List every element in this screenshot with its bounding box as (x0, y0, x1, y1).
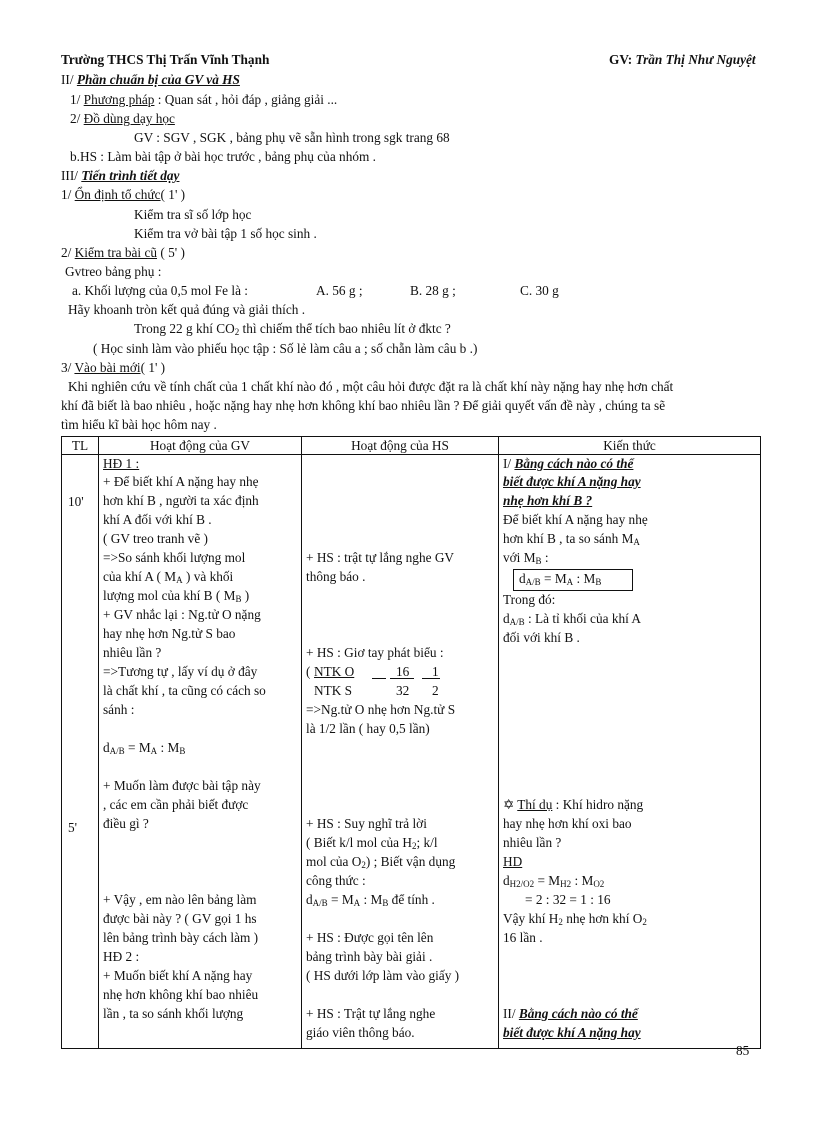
kt-sub: 2 (642, 917, 647, 927)
section-3-num: III/ (61, 168, 82, 183)
kt-sub: 2 (558, 917, 563, 927)
kt-line: hay nhẹ hơn khí oxi bao (503, 816, 632, 831)
teacher-prefix: GV: (609, 52, 636, 67)
step-2-num: 2/ (61, 245, 75, 260)
method-text: : Quan sát , hỏi đáp , giảng giải ... (157, 92, 338, 107)
tl-5: 5' (68, 820, 78, 835)
gv-line: + Để biết khí A nặng hay nhẹ (103, 474, 259, 489)
hs-line: thông báo . (306, 569, 366, 584)
teacher-name: Trần Thị Như Nguyệt (635, 52, 756, 67)
question-b-text-1: Trong 22 g khí CO (134, 321, 235, 336)
step-2-heading (61, 245, 185, 261)
gv-line: khí A đối với khí B . (103, 512, 212, 527)
hs-sub: A/B (312, 898, 328, 908)
kt-sub: B (595, 577, 602, 587)
star-icon: ✡ (503, 797, 515, 812)
gv-line: lần , ta so sánh khối lượng (103, 1006, 244, 1021)
step-2-time: ( 5' ) (157, 245, 185, 260)
gv-text: = M (124, 740, 151, 755)
kt-sub: A (633, 537, 640, 547)
hs-text: d (306, 892, 313, 907)
kt-text: : Là tỉ khối của khí A (524, 611, 641, 626)
kt-boxed-formula (519, 571, 601, 587)
kt-heading-1: nhẹ hơn khí B ? (503, 493, 593, 508)
gv-hd1: HĐ 1 : (103, 456, 140, 471)
kt-line (503, 611, 641, 627)
kt-text: d (503, 611, 510, 626)
kt-example-label: Thí dụ (517, 797, 553, 812)
kt-formula (503, 873, 604, 889)
gv-sub: B (235, 594, 242, 604)
gv-line: ( GV treo tranh vẽ ) (103, 531, 208, 546)
gv-line: được bài này ? ( GV gọi 1 hs (103, 911, 257, 926)
gv-line: + Muốn làm được bài tập này (103, 778, 261, 793)
intro-line-1: Khi nghiên cứu về tính chất của 1 chất khí nào đó , một câu hỏi được đặt ra là chất khí này nặng hay nhẹ hơn chất (68, 379, 674, 394)
hs-text: mol của O (306, 854, 362, 869)
step-2-note: ( Học sinh làm vào phiếu học tập : Số lẻ làm câu a ; số chẵn làm câu b .) (93, 341, 478, 356)
kt-sub: B (535, 556, 542, 566)
hs-line: công thức : (306, 873, 366, 888)
gv-line: hay nhẹ hơn Ng.tử S bao (103, 626, 236, 641)
hs-line: + HS : Giơ tay phát biểu : (306, 645, 444, 660)
hs-line: bảng trình bày bài giải . (306, 949, 433, 964)
option-c: C. 30 g (520, 283, 559, 298)
kt-sub: A/B (525, 577, 541, 587)
hs-text: : M (360, 892, 383, 907)
header-tl: TL (62, 437, 99, 455)
kt-text: d (519, 571, 526, 586)
kt-example-line (503, 797, 643, 813)
method-line (70, 92, 337, 108)
kt-sub: H2 (560, 879, 572, 889)
hs-formula (306, 892, 435, 908)
hs-line (306, 835, 438, 851)
gv-line: sánh : (103, 702, 135, 717)
kt-hd: HD (503, 854, 523, 869)
kt-line: đối với khí B . (503, 630, 580, 645)
gv-text: d (103, 740, 110, 755)
kt-cell (499, 455, 761, 1049)
header-kt: Kiến thức (499, 437, 761, 455)
frac-bar (422, 678, 440, 679)
kt-sub: H2/O2 (509, 879, 535, 889)
kt-h2-text: Bằng cách nào có thể (518, 1006, 638, 1021)
tl-10: 10' (68, 494, 84, 509)
kt-sub: A/B (509, 617, 525, 627)
intro-line-3: tìm hiểu kĩ bài học hôm nay . (61, 417, 217, 432)
gv-text: : M (157, 740, 180, 755)
header-gv: Hoạt động của GV (99, 437, 302, 455)
section-2-heading (61, 72, 240, 88)
step-1-heading (61, 187, 185, 203)
hs-frac-v1: 16 (396, 664, 410, 679)
step-3-heading (61, 360, 165, 376)
gv-sub: B (179, 746, 186, 756)
gv-sub: A (176, 575, 183, 585)
gv-cell (99, 455, 302, 1049)
tools-label: Đồ dùng dạy học (83, 111, 175, 126)
hs-cell (302, 455, 499, 1049)
kt-formula: = 2 : 32 = 1 : 16 (525, 892, 611, 907)
gv-line: nhiêu lần ? (103, 645, 162, 660)
question-a: a. Khối lượng của 0,5 mol Fe là : (72, 283, 248, 298)
gv-line: nhẹ hơn không khí bao nhiêu (103, 987, 259, 1002)
gv-line (103, 569, 233, 585)
frac-eq-bar (372, 678, 386, 679)
step-3-num: 3/ (61, 360, 75, 375)
gv-line (103, 588, 249, 604)
gv-text: lượng mol của khí B ( M (103, 588, 236, 603)
hs-sub: B (382, 898, 389, 908)
hs-sub: A (353, 898, 361, 908)
page-number: 85 (736, 1043, 750, 1058)
kt-line: Trong đó: (503, 592, 556, 607)
hs-text: để tính . (388, 892, 435, 907)
section-2-num: II/ (61, 72, 77, 87)
gv-line: + Muốn biết khí A nặng hay (103, 968, 253, 983)
kt-text: : (541, 550, 549, 565)
gv-line: , các em cần phải biết được (103, 797, 249, 812)
hs-sub: 2 (412, 841, 417, 851)
kt-text: với M (503, 550, 536, 565)
tools-line (70, 111, 175, 127)
tools-hs: b.HS : Làm bài tập ở bài học trước , bảng phụ của nhóm . (70, 149, 376, 164)
gv-line: điều gì ? (103, 816, 149, 831)
kt-text: : Khí hidro nặng (555, 797, 644, 812)
step-2-line-1: Gvtreo bảng phụ : (65, 264, 162, 279)
step-1-line-1: Kiểm tra sĩ số lớp học (134, 207, 252, 222)
intro-line-2: khí đã biết là bao nhiêu , hoặc nặng hay nhẹ hơn không khí bao nhiêu lần ? Để giải quyết vấn đề này , chúng ta sẽ (61, 398, 666, 413)
hs-frac-num: NTK O (314, 664, 355, 679)
kt-text: : M (571, 873, 594, 888)
lesson-table (61, 436, 761, 1049)
gv-line: lên bảng trình bày cách làm ) (103, 930, 259, 945)
table-body-row (62, 455, 761, 1049)
gv-sub: A/B (109, 746, 125, 756)
kt-text: = M (540, 571, 567, 586)
kt-text: nhẹ hơn khí O (562, 911, 643, 926)
step-1-line-2: Kiểm tra vở bài tập 1 số học sinh . (134, 226, 317, 241)
tools-gv: GV : SGV , SGK , bảng phụ vẽ sẵn hình trong sgk trang 68 (134, 130, 450, 145)
hs-line (306, 854, 455, 870)
hs-text: ; k/l (416, 835, 438, 850)
hs-line: ( HS dưới lớp làm vào giấy ) (306, 968, 460, 983)
kt-h2-num: II/ (503, 1006, 519, 1021)
question-b-text-2: thì chiếm thể tích bao nhiêu lít ở đktc ? (239, 321, 451, 336)
section-3-heading (61, 168, 179, 184)
kt-sub: O2 (593, 879, 605, 889)
option-a: A. 56 g ; (316, 283, 363, 298)
kt-line: 16 lần . (503, 930, 543, 945)
kt-line (503, 550, 549, 566)
hs-line: + HS : trật tự lắng nghe GV (306, 550, 455, 565)
table-header-row (62, 437, 761, 455)
tools-num: 2/ (70, 111, 84, 126)
teacher-line (609, 52, 756, 68)
gv-text: ) và khối (182, 569, 234, 584)
school-name: Trường THCS Thị Trấn Vĩnh Thạnh (61, 52, 270, 67)
gv-text: ) (241, 588, 250, 603)
header-hs: Hoạt động của HS (302, 437, 499, 455)
question-b-sub: 2 (234, 327, 240, 337)
question-b (134, 321, 451, 337)
gv-formula (103, 740, 185, 756)
kt-sub: A (566, 577, 574, 587)
hs-frac-open: ( (306, 664, 311, 679)
hs-frac-w1: 1 (432, 664, 439, 679)
hs-text: ( Biết k/l mol của H (306, 835, 412, 850)
gv-line: =>Tương tự , lấy ví dụ ở đây (103, 664, 258, 679)
step-2-label: Kiểm tra bài cũ (74, 245, 158, 260)
hs-line: + HS : Trật tự lắng nghe (306, 1006, 436, 1021)
kt-heading-2: biết được khí A nặng hay (503, 1025, 641, 1040)
step-2-line-2: Hãy khoanh tròn kết quả đúng và giải thích . (68, 302, 306, 317)
gv-line: hơn khí B , người ta xác định (103, 493, 259, 508)
step-1-time: ( 1' ) (160, 187, 186, 202)
kt-line: nhiêu lần ? (503, 835, 562, 850)
kt-line: Để biết khí A nặng hay nhẹ (503, 512, 648, 527)
section-2-title: Phần chuẩn bị của GV và HS (76, 72, 240, 87)
hs-sub: 2 (361, 860, 366, 870)
kt-heading-1: biết được khí A nặng hay (503, 474, 641, 489)
hs-frac-v2: 32 (396, 683, 410, 698)
kt-text: d (503, 873, 510, 888)
kt-text: : M (573, 571, 596, 586)
step-1-num: 1/ (61, 187, 75, 202)
hs-text: = M (327, 892, 354, 907)
hs-frac-w2: 2 (432, 683, 439, 698)
method-label: Phương pháp (83, 92, 155, 107)
frac-bar (390, 678, 414, 679)
step-1-label: Ổn định tổ chức (74, 187, 161, 202)
gv-hd2: HĐ 2 : (103, 949, 140, 964)
kt-line (503, 911, 647, 927)
gv-line: + GV nhắc lại : Ng.tử O nặng (103, 607, 261, 622)
hs-frac-den: NTK S (314, 683, 353, 698)
gv-line: + Vậy , em nào lên bảng làm (103, 892, 257, 907)
kt-heading-2 (503, 1006, 638, 1022)
kt-text: = M (534, 873, 561, 888)
hs-text: ) ; Biết vận dụng (365, 854, 456, 869)
hs-line: + HS : Suy nghĩ trả lời (306, 816, 427, 831)
hs-line: là 1/2 lần ( hay 0,5 lần) (306, 721, 430, 736)
kt-text: Vậy khí H (503, 911, 559, 926)
gv-line: là chất khí , ta cũng có cách so (103, 683, 266, 698)
hs-line: + HS : Được gọi tên lên (306, 930, 434, 945)
gv-text: của khí A ( M (103, 569, 177, 584)
kt-h1-text: Bằng cách nào có thể (514, 456, 634, 471)
kt-heading-1 (503, 456, 633, 472)
step-3-time: ( 1' ) (140, 360, 166, 375)
method-num: 1/ (70, 92, 84, 107)
kt-text: hơn khí B , ta so sánh M (503, 531, 634, 546)
gv-line: =>So sánh khối lượng mol (103, 550, 246, 565)
tl-cell (62, 455, 99, 1049)
gv-sub: A (150, 746, 158, 756)
hs-line: giáo viên thông báo. (306, 1025, 415, 1040)
kt-line (503, 531, 640, 547)
step-3-label: Vào bài mới (74, 360, 141, 375)
option-b: B. 28 g ; (410, 283, 456, 298)
hs-line: =>Ng.tử O nhẹ hơn Ng.tử S (306, 702, 456, 717)
section-3-title: Tiến trình tiết dạy (81, 168, 180, 183)
kt-h1-num: I/ (503, 456, 515, 471)
